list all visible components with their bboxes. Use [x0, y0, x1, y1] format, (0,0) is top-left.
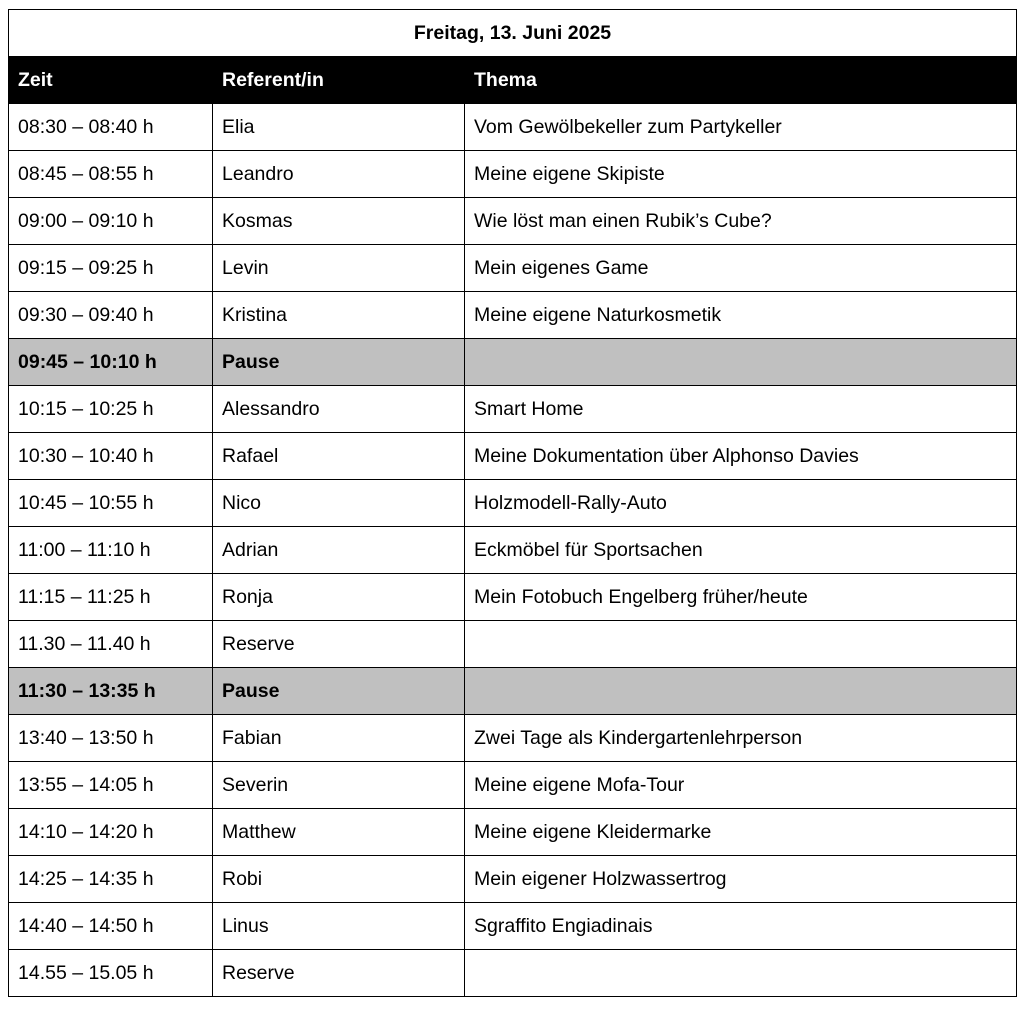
speaker-cell: Elia: [213, 104, 465, 151]
speaker-cell: Adrian: [213, 527, 465, 574]
time-cell: 10:15 – 10:25 h: [9, 386, 213, 433]
table-row: [9, 198, 1017, 245]
speaker-cell: Rafael: [213, 433, 465, 480]
table-row: [9, 715, 1017, 762]
time-cell: 08:45 – 08:55 h: [9, 151, 213, 198]
schedule-table: [8, 9, 1017, 997]
speaker-cell: Alessandro: [213, 386, 465, 433]
speaker-cell: Reserve: [213, 621, 465, 668]
topic-cell: Zwei Tage als Kindergartenlehrperson: [465, 715, 1017, 762]
time-cell: 11.30 – 11.40 h: [9, 621, 213, 668]
table-row: [9, 245, 1017, 292]
topic-cell: Vom Gewölbekeller zum Partykeller: [465, 104, 1017, 151]
time-cell: 11:15 – 11:25 h: [9, 574, 213, 621]
time-cell: 13:40 – 13:50 h: [9, 715, 213, 762]
topic-cell: Eckmöbel für Sportsachen: [465, 527, 1017, 574]
table-row: [9, 621, 1017, 668]
topic-cell: [465, 621, 1017, 668]
table-row: [9, 950, 1017, 997]
speaker-cell: Reserve: [213, 950, 465, 997]
table-row: [9, 856, 1017, 903]
topic-cell: Holzmodell-Rally-Auto: [465, 480, 1017, 527]
topic-cell: Sgraffito Engiadinais: [465, 903, 1017, 950]
pause-row: [9, 339, 1017, 386]
time-cell: 11:30 – 13:35 h: [9, 668, 213, 715]
table-row: [9, 809, 1017, 856]
speaker-cell: Kristina: [213, 292, 465, 339]
table-row: [9, 480, 1017, 527]
table-row: [9, 527, 1017, 574]
topic-cell: Meine eigene Mofa-Tour: [465, 762, 1017, 809]
time-cell: 10:45 – 10:55 h: [9, 480, 213, 527]
table-row: [9, 433, 1017, 480]
speaker-cell: Matthew: [213, 809, 465, 856]
time-cell: 09:45 – 10:10 h: [9, 339, 213, 386]
time-cell: 14:10 – 14:20 h: [9, 809, 213, 856]
table-row: [9, 903, 1017, 950]
speaker-cell: Leandro: [213, 151, 465, 198]
time-cell: 08:30 – 08:40 h: [9, 104, 213, 151]
column-header-time: Zeit: [9, 57, 213, 104]
speaker-cell: Robi: [213, 856, 465, 903]
time-cell: 09:30 – 09:40 h: [9, 292, 213, 339]
time-cell: 11:00 – 11:10 h: [9, 527, 213, 574]
topic-cell: Meine eigene Naturkosmetik: [465, 292, 1017, 339]
time-cell: 14:40 – 14:50 h: [9, 903, 213, 950]
speaker-cell: Fabian: [213, 715, 465, 762]
schedule-body: [9, 104, 1017, 997]
speaker-cell: Kosmas: [213, 198, 465, 245]
time-cell: 09:15 – 09:25 h: [9, 245, 213, 292]
time-cell: 14:25 – 14:35 h: [9, 856, 213, 903]
table-row: [9, 762, 1017, 809]
table-row: [9, 386, 1017, 433]
title-row: [9, 10, 1017, 57]
table-row: [9, 574, 1017, 621]
topic-cell: Mein Fotobuch Engelberg früher/heute: [465, 574, 1017, 621]
table-row: [9, 104, 1017, 151]
topic-cell: Smart Home: [465, 386, 1017, 433]
topic-cell: [465, 339, 1017, 386]
topic-cell: Mein eigener Holzwassertrog: [465, 856, 1017, 903]
speaker-cell: Pause: [213, 668, 465, 715]
column-header-speaker: Referent/in: [213, 57, 465, 104]
table-row: [9, 292, 1017, 339]
time-cell: 09:00 – 09:10 h: [9, 198, 213, 245]
topic-cell: Meine eigene Kleidermarke: [465, 809, 1017, 856]
speaker-cell: Pause: [213, 339, 465, 386]
time-cell: 13:55 – 14:05 h: [9, 762, 213, 809]
topic-cell: Meine Dokumentation über Alphonso Davies: [465, 433, 1017, 480]
topic-cell: Meine eigene Skipiste: [465, 151, 1017, 198]
pause-row: [9, 668, 1017, 715]
speaker-cell: Linus: [213, 903, 465, 950]
topic-cell: [465, 950, 1017, 997]
time-cell: 14.55 – 15.05 h: [9, 950, 213, 997]
table-row: [9, 151, 1017, 198]
header-row: [9, 57, 1017, 104]
speaker-cell: Nico: [213, 480, 465, 527]
topic-cell: [465, 668, 1017, 715]
schedule-title: Freitag, 13. Juni 2025: [9, 10, 1017, 57]
time-cell: 10:30 – 10:40 h: [9, 433, 213, 480]
topic-cell: Mein eigenes Game: [465, 245, 1017, 292]
topic-cell: Wie löst man einen Rubik’s Cube?: [465, 198, 1017, 245]
speaker-cell: Levin: [213, 245, 465, 292]
speaker-cell: Severin: [213, 762, 465, 809]
column-header-topic: Thema: [465, 57, 1017, 104]
speaker-cell: Ronja: [213, 574, 465, 621]
